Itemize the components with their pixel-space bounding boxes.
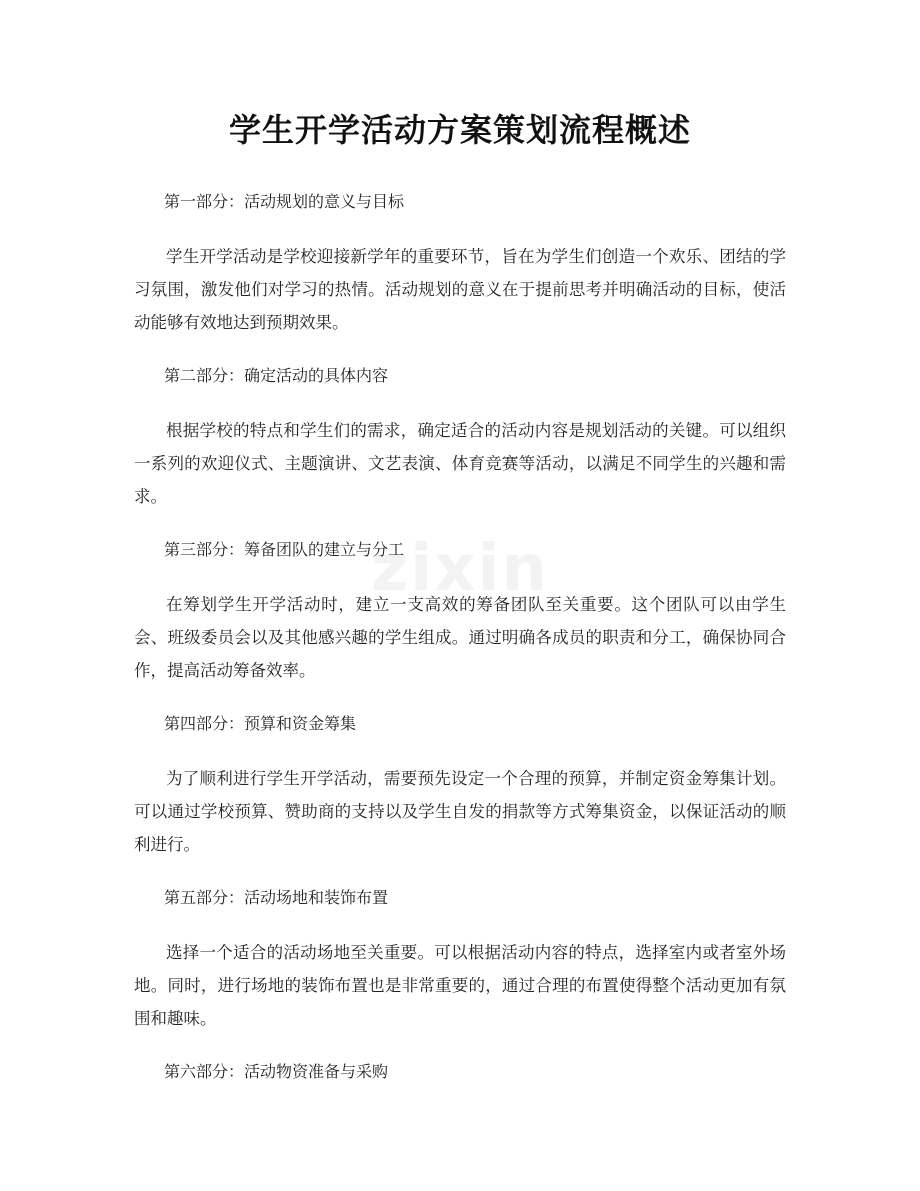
- section-paragraph-3: 在筹划学生开学活动时，建立一支高效的筹备团队至关重要。这个团队可以由学生会、班级委员会以及其他感兴趣的学生组成。通过明确各成员的职责和分工，确保协同合作，提高活动筹备效率。: [134, 595, 786, 680]
- watermark: zixin: [371, 532, 549, 606]
- document-title: 学生开学活动方案策划流程概述: [228, 111, 691, 149]
- section-heading-1: 第一部分：活动规划的意义与目标: [164, 192, 405, 211]
- section-paragraph-1: 学生开学活动是学校迎接新学年的重要环节，旨在为学生们创造一个欢乐、团结的学习氛围，激发他们对学习的热情。活动规划的意义在于提前思考并明确活动的目标，使活动能够有效地达到预期效果。: [134, 247, 786, 332]
- section-heading-2: 第二部分：确定活动的具体内容: [164, 366, 389, 385]
- section-heading-3: 第三部分：筹备团队的建立与分工: [164, 540, 405, 559]
- document-body: [134, 185, 786, 1088]
- section-heading-6: 第六部分：活动物资准备与采购: [164, 1062, 389, 1081]
- section-paragraph-4: 为了顺利进行学生开学活动，需要预先设定一个合理的预算，并制定资金筹集计划。可以通过学校预算、赞助商的支持以及学生自发的捐款等方式筹集资金，以保证活动的顺利进行。: [134, 769, 786, 854]
- section-heading-4: 第四部分：预算和资金筹集: [164, 714, 357, 733]
- section-heading-5: 第五部分：活动场地和装饰布置: [164, 888, 389, 907]
- section-paragraph-5: 选择一个适合的活动场地至关重要。可以根据活动内容的特点，选择室内或者室外场地。同时，进行场地的装饰布置也是非常重要的，通过合理的布置使得整个活动更加有氛围和趣味。: [134, 943, 786, 1028]
- section-paragraph-2: 根据学校的特点和学生们的需求，确定适合的活动内容是规划活动的关键。可以组织一系列的欢迎仪式、主题演讲、文艺表演、体育竞赛等活动，以满足不同学生的兴趣和需求。: [134, 421, 786, 506]
